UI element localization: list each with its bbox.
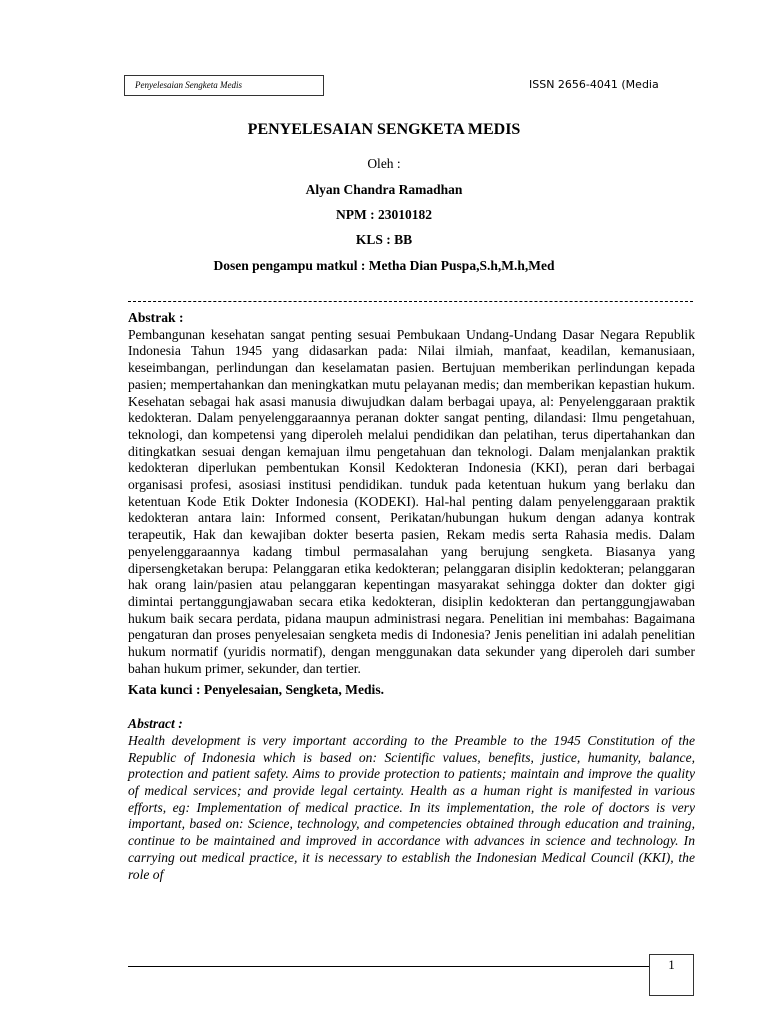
abstract-en-heading: Abstract : <box>128 716 183 732</box>
keywords-line: Kata kunci : Penyelesaian, Sengketa, Medis. <box>128 682 385 698</box>
issn-label: ISSN 2656-4041 (Media <box>529 78 659 91</box>
class-label: KLS : BB <box>355 232 413 247</box>
section-divider <box>128 301 693 302</box>
running-title-box <box>124 75 324 96</box>
abstract-en-section <box>128 716 695 883</box>
by-label: Oleh : <box>367 156 401 171</box>
page-number-box <box>649 954 694 996</box>
abstrak-heading: Abstrak : <box>128 310 184 325</box>
footer-rule <box>128 966 650 967</box>
abstrak-body: Pembangunan kesehatan sangat penting sesuai Pembukaan Undang-Undang Dasar Negara Republik Indonesia Tahun 1945 yang didasarkan pada: Nilai ilmiah, manfaat, keadilan, kemanusiaan, keseimbangan, perlindungan dan keselamatan pasien. Bertujuan memberikan perlindungan kepada pasien; mempertahankan dan meningkatkan mutu pelayanan medis; dan memberikan kepastian hukum. Kesehatan sebagai hak asasi manusia diwujudkan dalam berbagai upaya, al: Penyelenggaraan praktik kedokteran. Dalam penyelenggaraannya peranan dokter sangat penting, dilandasi: Ilmu pengetahuan, teknologi, dan kompetensi yang diperoleh melalui pendidikan dan pelatihan, terus dipertahankan dan ditingkatkan sesuai dengan kemajuan ilmu pengetahuan dan teknologi. Dalam menjalankan praktik kedokteran diperlukan pembentukan Konsil Kedokteran Indonesia (KKI), peran dari berbagai organisasi profesi, asosiasi institusi pendidikan. tunduk pada ketentuan hukum yang berlaku dan ketentuan Kode Etik Dokter Indonesia (KODEKI). Hal-hal penting dalam penyelenggaraan praktik kedokteran antara lain: Informed consent, Perikatan/hubungan hukum dengan adanya kontrak terapeutik, Hak dan kewajiban dokter beserta pasien, Rekam medis serta Rahasia medis. Dalam penyelenggaraannya kadang timbul permasalahan yang berujung sengketa. Biasanya yang dipersengketakan berupa: Pelanggaran etika kedokteran; pelanggaran disiplin kedokteran; pelanggaran hak orang lain/pasien atau pelanggaran kepentingan masyarakat sehingga dokter dan dokter gigi dimintai pertanggungjawaban secara etika kedokteran, disiplin kedokteran dan pertanggungjawaban hukum baik secara perdata, pidana maupun administrasi negara. Penelitian ini membahas: Bagaimana pengaturan dan proses penyelesaian sengketa medis di Indonesia? Jenis penelitian ini adalah penelitian hukum normatif (yuridis normatif), dengan menggunakan data sekunder yang diperoleh dari sumber bahan hukum primer, sekunder, dan tertier. <box>128 326 695 676</box>
abstract-en-body: Health development is very important according to the Preamble to the 1945 Constitution of the Republic of Indonesia which is based on: Scientific values, benefits, justice, humanity, balance, protection and patient safety. Aims to provide protection to patients; maintain and improve the quality of medical services; and provide legal certainty. Health as a human right is manifested in various efforts, eg: Implementation of medical practice. In its implementation, the role of doctors is very important, based on: Science, technology, and competencies obtained through education and training, continue to be maintained and improved in accordance with advances in science and technology. In carrying out medical practice, it is necessary to establish the Indonesian Medical Council (KKI), the role of <box>128 732 695 882</box>
student-number: NPM : 23010182 <box>336 207 432 222</box>
abstract-content <box>128 310 695 883</box>
paper-title: PENYELESAIAN SENGKETA MEDIS <box>247 121 521 138</box>
page-number: 1 <box>668 957 675 972</box>
running-title: Penyelesaian Sengketa Medis <box>135 80 242 90</box>
lecturer-line: Dosen pengampu matkul : Metha Dian Puspa,S.h,M.h,Med <box>213 258 555 273</box>
author-name: Alyan Chandra Ramadhan <box>305 182 463 197</box>
